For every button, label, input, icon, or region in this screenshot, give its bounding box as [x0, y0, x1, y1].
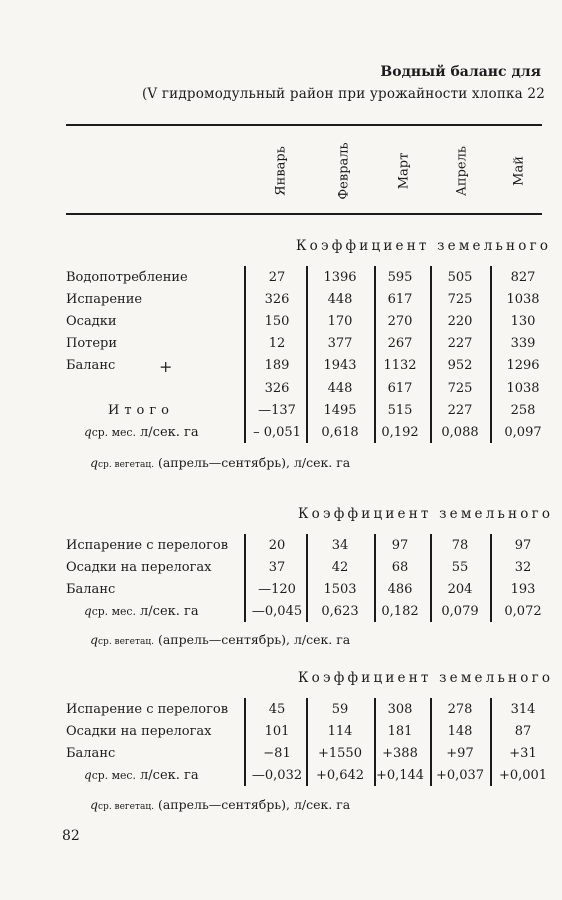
row-label: Осадки [66, 314, 117, 329]
table-cell: 148 [447, 724, 473, 739]
month-header: Май [511, 156, 527, 186]
table-cell: 114 [327, 724, 353, 739]
column-divider [306, 534, 308, 622]
column-divider [244, 698, 246, 786]
table-cell: 193 [510, 582, 536, 597]
vegetation-note [90, 632, 350, 647]
row-label [84, 425, 199, 440]
table-cell: 220 [447, 314, 473, 329]
table-subtitle: (V гидромодульный район при урожайности хлопка 22 [141, 86, 545, 102]
table-cell: 55 [451, 560, 469, 575]
q-unit: л/сек. га [140, 604, 199, 619]
table-cell: −81 [263, 746, 291, 761]
q-subscript: ср. мес. [91, 769, 136, 782]
table-cell: 27 [268, 270, 286, 285]
column-divider [490, 266, 492, 443]
table-cell: 1038 [506, 292, 540, 307]
table-cell: 515 [387, 403, 413, 418]
table-cell: +0,144 [375, 768, 425, 783]
table-cell: 101 [264, 724, 290, 739]
table-cell: 87 [514, 724, 532, 739]
row-label: Осадки на перелогах [66, 724, 212, 739]
table-cell: +388 [382, 746, 418, 761]
table-cell: +1550 [318, 746, 362, 761]
note-text: (апрель—сентябрь), л/сек. га [157, 632, 351, 647]
row-label: Потери [66, 336, 118, 351]
column-divider [490, 534, 492, 622]
table-cell: —120 [258, 582, 296, 597]
table-cell: 326 [264, 292, 290, 307]
table-cell: +0,037 [435, 768, 485, 783]
row-label: Водопотребление [66, 270, 188, 285]
table-cell: 150 [264, 314, 290, 329]
table-cell: 827 [510, 270, 536, 285]
table-cell: 0,079 [441, 604, 479, 619]
table-cell: 1132 [383, 358, 417, 373]
table-cell: 952 [447, 358, 473, 373]
table-cell: 1495 [323, 403, 357, 418]
table-cell: 78 [451, 538, 469, 553]
table-cell: 42 [331, 560, 349, 575]
table-title: Водный баланс для [380, 64, 541, 80]
table-cell: 278 [447, 702, 473, 717]
row-label: Испарение [66, 292, 143, 307]
table-cell: 1296 [506, 358, 540, 373]
table-cell: 308 [387, 702, 413, 717]
vegetation-note [90, 455, 350, 470]
table-cell: 339 [510, 336, 536, 351]
note-text: (апрель—сентябрь), л/сек. га [157, 797, 351, 812]
row-label: Баланс [66, 746, 116, 761]
note-q-subscript: ср. вегетац. [98, 802, 154, 812]
table-cell: 725 [447, 381, 473, 396]
row-label: Баланс [66, 358, 116, 373]
table-cell: 1038 [506, 381, 540, 396]
note-q-symbol: q [90, 455, 99, 470]
table-cell: 617 [387, 292, 413, 307]
table-cell: 204 [447, 582, 473, 597]
q-symbol: q [84, 604, 92, 618]
table-cell: 617 [387, 381, 413, 396]
table-cell: 0,623 [321, 604, 359, 619]
plus-sign: + [159, 357, 173, 376]
table-cell: —0,032 [251, 768, 303, 783]
row-label: Баланс [66, 582, 116, 597]
table-cell: 227 [447, 403, 473, 418]
column-divider [306, 698, 308, 786]
table-cell: 0,072 [504, 604, 542, 619]
column-divider [306, 266, 308, 443]
q-symbol: q [84, 425, 92, 439]
table-cell: 377 [327, 336, 353, 351]
table-cell: – 0,051 [253, 425, 301, 440]
table-cell: +0,642 [315, 768, 365, 783]
table-cell: 448 [327, 381, 353, 396]
table-cell: 20 [268, 538, 286, 553]
row-label: Итого [108, 403, 174, 418]
table-cell: 59 [331, 702, 349, 717]
month-header: Март [396, 152, 412, 190]
month-header: Январь [273, 146, 289, 196]
table-cell: 1943 [323, 358, 357, 373]
table-cell: 258 [510, 403, 536, 418]
q-unit: л/сек. га [140, 768, 199, 783]
month-header: Апрель [454, 146, 470, 196]
table-cell: 270 [387, 314, 413, 329]
note-q-subscript: ср. вегетац. [98, 460, 154, 470]
note-text: (апрель—сентябрь), л/сек. га [157, 455, 351, 470]
row-label [84, 768, 199, 783]
table-cell: —137 [258, 403, 296, 418]
q-symbol: q [84, 768, 92, 782]
row-label: Испарение с перелогов [66, 702, 229, 717]
page-number: 82 [62, 828, 80, 844]
table-cell: 448 [327, 292, 353, 307]
table-cell: 130 [510, 314, 536, 329]
table-cell: 227 [447, 336, 473, 351]
table-cell: 68 [391, 560, 409, 575]
table-cell: 505 [447, 270, 473, 285]
section-title: Коэффициент земельного [298, 506, 554, 522]
table-cell: 1503 [323, 582, 357, 597]
note-q-symbol: q [90, 632, 99, 647]
table-cell: 486 [387, 582, 413, 597]
column-divider [244, 534, 246, 622]
table-cell: 32 [514, 560, 532, 575]
row-label [84, 604, 199, 619]
q-subscript: ср. мес. [91, 426, 136, 439]
table-cell: 725 [447, 292, 473, 307]
table-cell: 181 [387, 724, 413, 739]
table-cell: +0,001 [498, 768, 548, 783]
table-cell: 34 [331, 538, 349, 553]
row-label: Осадки на перелогах [66, 560, 212, 575]
table-cell: +31 [509, 746, 537, 761]
table-cell: 314 [510, 702, 536, 717]
table-cell: 0,618 [321, 425, 359, 440]
note-q-subscript: ср. вегетац. [98, 637, 154, 647]
table-cell: 0,088 [441, 425, 479, 440]
table-cell: 12 [268, 336, 286, 351]
table-cell: 326 [264, 381, 290, 396]
vegetation-note [90, 797, 350, 812]
note-q-symbol: q [90, 797, 99, 812]
row-label: Испарение с перелогов [66, 538, 229, 553]
table-cell: +97 [446, 746, 474, 761]
table-cell: 1396 [323, 270, 357, 285]
table-cell: 170 [327, 314, 353, 329]
section-title: Коэффициент земельного [296, 238, 552, 254]
table-cell: 97 [391, 538, 409, 553]
table-cell: 45 [268, 702, 286, 717]
table-cell: 37 [268, 560, 286, 575]
table-cell: 0,192 [381, 425, 419, 440]
month-header: Февраль [336, 142, 352, 200]
q-unit: л/сек. га [140, 425, 199, 440]
section-title: Коэффициент земельного [298, 670, 554, 686]
table-cell: —0,045 [251, 604, 303, 619]
table-cell: 0,182 [381, 604, 419, 619]
column-divider [244, 266, 246, 443]
q-subscript: ср. мес. [91, 605, 136, 618]
header-top-rule [66, 124, 542, 126]
table-cell: 97 [514, 538, 532, 553]
table-cell: 0,097 [504, 425, 542, 440]
table-cell: 595 [387, 270, 413, 285]
table-cell: 267 [387, 336, 413, 351]
column-divider [490, 698, 492, 786]
table-cell: 189 [264, 358, 290, 373]
